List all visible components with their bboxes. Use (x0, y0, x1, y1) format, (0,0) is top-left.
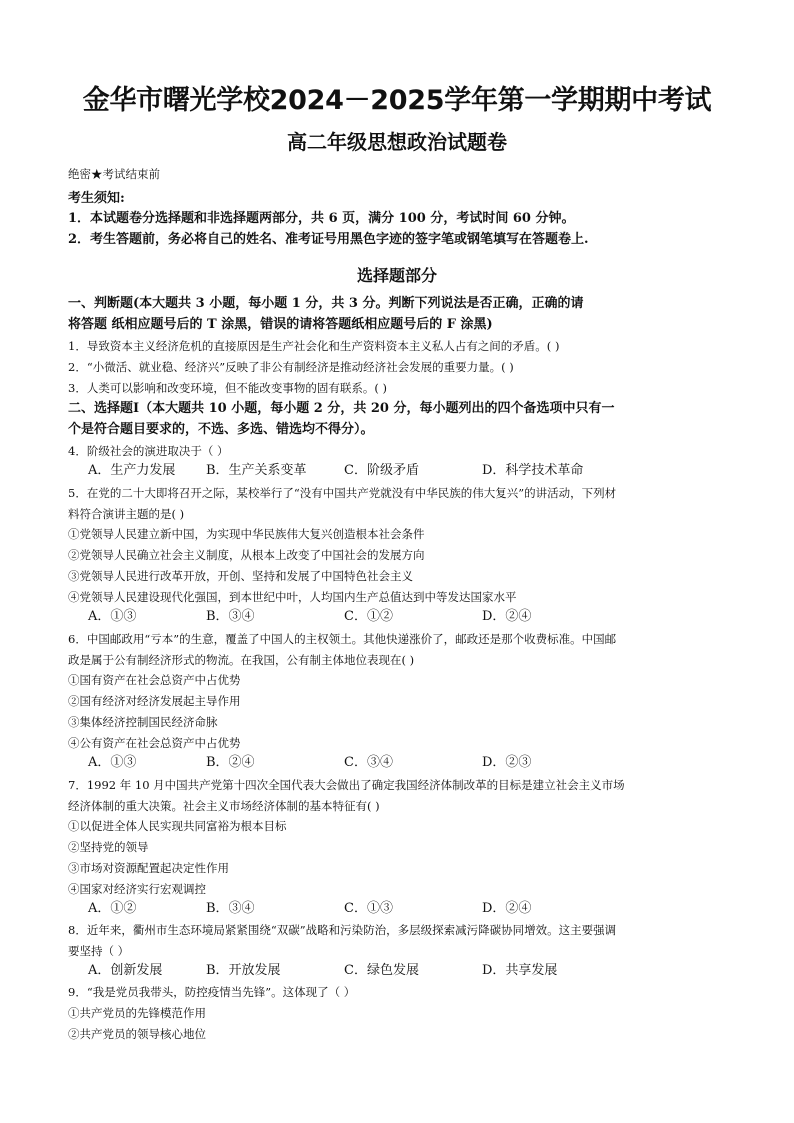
question-9-statement-1: ①共产党员的先锋模范作用 (68, 1006, 206, 1020)
option-d: D．科学技术革命 (482, 463, 584, 478)
question-5-stem-line1: 5．在党的二十大即将召开之际，某校举行了“没有中国共产党就没有中华民族的伟大复兴”的讲活动，下列材 (68, 486, 617, 500)
question-9-stem: 9．“我是党员我带头，防控疫情当先锋”。这体现了（ ） (68, 985, 356, 999)
option-d: D．②④ (482, 609, 532, 624)
question-5-statement-4: ④党领导人民建设现代化强国，到本世纪中叶，人均国内生产总值达到中等发达国家水平 (68, 590, 517, 604)
confidential-label: 绝密★考试结束前 (68, 167, 160, 181)
part1-heading-line2: 将答题 纸相应题号后的 T 涂黑，错误的请将答题纸相应题号后的 F 涂黑) (68, 317, 493, 332)
question-7-stem-line1: 7．1992 年 10 月中国共产党第十四次全国代表大会做出了确定我国经济体制改革的目标是建立社会主义市场 (68, 778, 625, 792)
option-c: C．阶级矛盾 (344, 463, 419, 478)
option-b: B．生产关系变革 (206, 463, 307, 478)
part2-heading-line1: 二、选择题Ⅰ（本大题共 10 小题，每小题 2 分，共 20 分，每小题列出的四个备选项中只有一 (68, 401, 615, 416)
question-8-stem-line1: 8．近年来，衢州市生态环境局紧紧围绕“双碳”战略和污染防治，多层级探索减污降碳协同增效。这主要强调 (68, 923, 617, 937)
question-2: 2．“小微活、就业稳、经济兴”反映了非公有制经济是推动经济社会发展的重要力量。( ) (68, 360, 514, 374)
option-d: D．共享发展 (482, 963, 558, 978)
notice-item-2: 2．考生答题前，务必将自己的姓名、准考证号用黑色字迹的签字笔或钢笔填写在答题卷上. (68, 232, 589, 247)
part1-heading-line1: 一、判断题(本大题共 3 小题，每小题 1 分，共 3 分。判断下列说法是否正确，正确的请 (68, 296, 584, 311)
option-b: B．②④ (206, 755, 255, 770)
question-8-stem-line2: 要坚持（ ） (68, 944, 130, 958)
question-5-statement-1: ①党领导人民建立新中国，为实现中华民族伟大复兴创造根本社会条件 (68, 527, 425, 541)
question-6-statement-4: ④公有资产在社会总资产中占优势 (68, 736, 241, 750)
question-5-statement-2: ②党领导人民确立社会主义制度，从根本上改变了中国社会的发展方向 (68, 548, 425, 562)
notice-heading: 考生须知: (68, 191, 125, 206)
question-7-statement-2: ②坚持党的领导 (68, 840, 149, 854)
option-c: C．绿色发展 (344, 963, 419, 978)
option-d: D．②③ (482, 755, 532, 770)
exam-subtitle: 高二年级思想政治试题卷 (287, 130, 507, 154)
option-a: A．创新发展 (88, 963, 163, 978)
option-a: A．生产力发展 (88, 463, 176, 478)
question-1: 1．导致资本主义经济危机的直接原因是生产社会化和生产资料资本主义私人占有之间的矛盾。( ) (68, 339, 560, 353)
option-a: A．①③ (88, 609, 137, 624)
option-c: C．①③ (344, 901, 393, 916)
question-6-stem-line2: 政是属于公有制经济形式的物流。在我国，公有制主体地位表现在( ) (68, 653, 415, 667)
option-b: B．③④ (206, 609, 255, 624)
question-5-stem-line2: 料符合演讲主题的是( ) (68, 507, 185, 521)
option-b: B．③④ (206, 901, 255, 916)
question-9-statement-2: ②共产党员的领导核心地位 (68, 1027, 206, 1041)
notice-item-1: 1．本试题卷分选择题和非选择题两部分，共 6 页，满分 100 分，考试时间 60 分钟。 (68, 211, 575, 226)
option-a: A．①② (88, 901, 137, 916)
option-c: C．①② (344, 609, 393, 624)
option-d: D．②④ (482, 901, 532, 916)
option-a: A．①③ (88, 755, 137, 770)
question-6-statement-1: ①国有资产在社会总资产中占优势 (68, 673, 241, 687)
section-title: 选择题部分 (356, 266, 437, 285)
question-7-stem-line2: 经济体制的重大决策。社会主义市场经济体制的基本特征有( ) (68, 799, 380, 813)
question-5-statement-3: ③党领导人民进行改革开放，开创、坚持和发展了中国特色社会主义 (68, 569, 413, 583)
exam-title: 金华市曙光学校2024－2025学年第一学期期中考试 (82, 85, 712, 116)
question-7-statement-1: ①以促进全体人民实现共同富裕为根本目标 (68, 819, 287, 833)
option-c: C．③④ (344, 755, 393, 770)
question-4-stem: 4．阶级社会的演进取决于（ ） (68, 444, 229, 458)
question-6-stem-line1: 6．中国邮政用“亏本”的生意，覆盖了中国人的主权领土。其他快递涨价了，邮政还是那个收费标准。中国邮 (68, 632, 617, 646)
question-6-statement-3: ③集体经济控制国民经济命脉 (68, 715, 218, 729)
question-6-statement-2: ②国有经济对经济发展起主导作用 (68, 694, 241, 708)
part2-heading-line2: 个是符合题目要求的，不选、多选、错选均不得分）。 (68, 422, 374, 437)
question-7-statement-4: ④国家对经济实行宏观调控 (68, 882, 206, 896)
question-3: 3．人类可以影响和改变环境，但不能改变事物的固有联系。( ) (68, 381, 387, 395)
question-7-statement-3: ③市场对资源配置起决定性作用 (68, 861, 229, 875)
option-b: B．开放发展 (206, 963, 281, 978)
